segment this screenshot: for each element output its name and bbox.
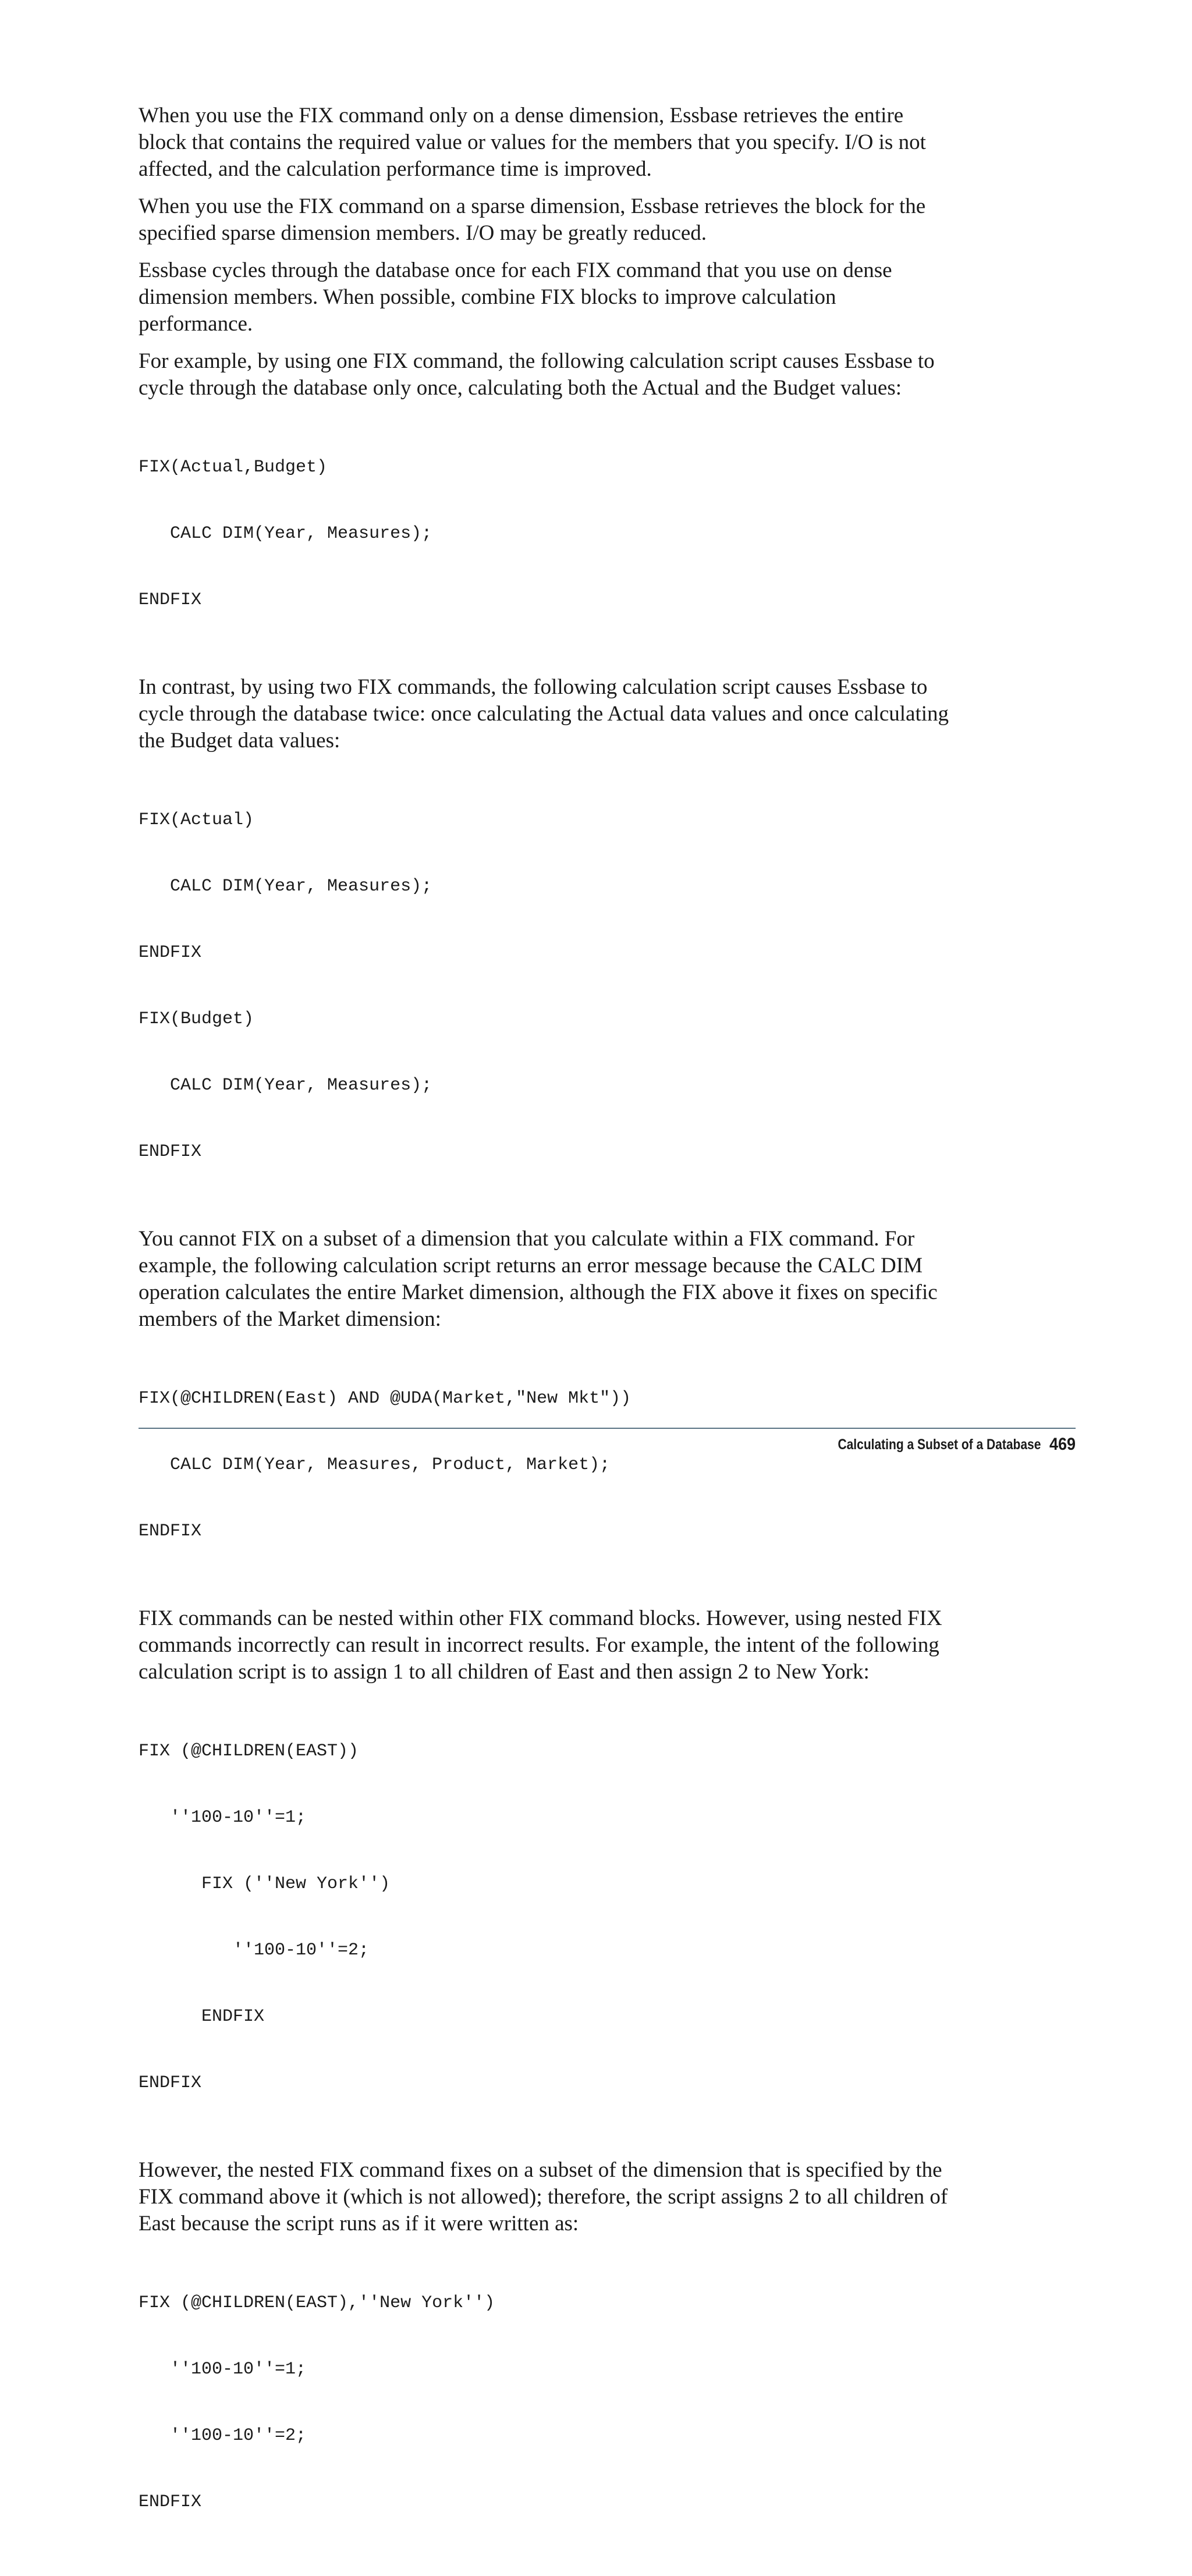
code-block-one-fix [139, 412, 1076, 655]
paragraph-subset-error: You cannot FIX on a subset of a dimension that you calculate within a FIX command. For example, the following calculation script returns an error message because the CALC DIM operation calculates the entire Market dimension, although the FIX above it fixes on specific members of the Market dimension: [139, 1227, 938, 1331]
code-line: FIX(Actual) [139, 810, 254, 830]
code-line: ENDFIX [139, 943, 202, 963]
code-line: FIX(@CHILDREN(East) AND @UDA(Market,"New Mkt")) [139, 1389, 632, 1408]
paragraph-sparse-fix: When you use the FIX command on a sparse dimension, Essbase retrieves the block for the specified sparse dimension members. I/O may be greatly reduced. [139, 194, 926, 245]
code-line: FIX(Budget) [139, 1009, 254, 1029]
paragraph-cycles: Essbase cycles through the database once for each FIX command that you use on dense dimension members. When possible, combine FIX blocks to improve calculation performance. [139, 258, 892, 336]
paragraph-two-fix-example: In contrast, by using two FIX commands, the following calculation script causes Essbase to cycle through the database twice: once calculating the Actual data values and once calculating the Budget data values: [139, 675, 949, 753]
code-line: FIX (@CHILDREN(EAST),''New York'') [139, 2293, 495, 2313]
code-line: ENDFIX [139, 1521, 202, 1541]
document-body [139, 102, 1076, 2576]
code-line: FIX (''New York'') [139, 1874, 391, 1894]
paragraph-one-fix-example: For example, by using one FIX command, the following calculation script causes Essbase to cycle through the database only once, calculating both the Actual and the Budget values: [139, 349, 935, 400]
code-line: CALC DIM(Year, Measures, Product, Market); [139, 1455, 611, 1475]
code-line: CALC DIM(Year, Measures); [139, 877, 432, 896]
code-line: ENDFIX [139, 2492, 202, 2512]
page-footer [799, 1427, 1076, 1462]
code-line: ENDFIX [139, 590, 202, 610]
code-line: ENDFIX [139, 2007, 265, 2027]
page-number: 469 [1049, 1435, 1076, 1454]
code-line: ''100-10''=1; [139, 2359, 307, 2379]
code-line: CALC DIM(Year, Measures); [139, 1076, 432, 1095]
paragraph-dense-fix: When you use the FIX command only on a dense dimension, Essbase retrieves the entire block that contains the required value or values for the members that you specify. I/O is not affected, and the calculation performance time is improved. [139, 104, 926, 181]
paragraph-nested-result: However, the nested FIX command fixes on a subset of the dimension that is specified by the FIX command above it (which is not allowed); therefore, the script assigns 2 to all children of East because the script runs as if it were written as: [139, 2158, 948, 2236]
code-line: FIX(Actual,Budget) [139, 457, 328, 477]
code-line: ''100-10''=2; [139, 2426, 307, 2446]
code-line: ENDFIX [139, 2073, 202, 2093]
footer-section-title: Calculating a Subset of a Database [837, 1436, 1041, 1453]
code-line: ''100-10''=1; [139, 1808, 307, 1828]
code-block-equivalent [139, 2248, 1076, 2557]
code-line: CALC DIM(Year, Measures); [139, 524, 432, 544]
code-block-nested [139, 1696, 1076, 2138]
code-block-error [139, 1343, 1076, 1587]
code-line: ''100-10''=2; [139, 1940, 370, 1960]
code-line: FIX (@CHILDREN(EAST)) [139, 1741, 359, 1761]
paragraph-nested-fix: FIX commands can be nested within other FIX command blocks. However, using nested FIX commands incorrectly can result in incorrect results. For example, the intent of the following calculation script is to assign 1 to all children of East and then assign 2 to New York: [139, 1606, 942, 1684]
code-line: ENDFIX [139, 1142, 202, 1162]
code-block-two-fix [139, 765, 1076, 1207]
